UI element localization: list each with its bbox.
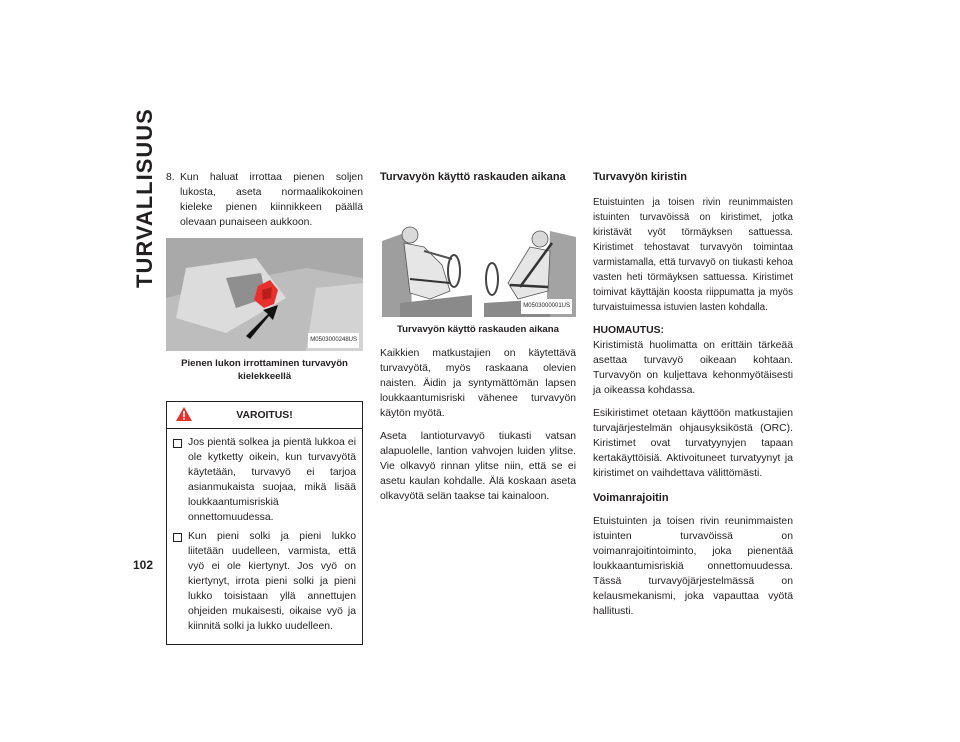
paragraph: Esikiristimet otetaan käyttöön matkustajien turvajärjestelmän ohjausyksiköstä (ORC). Kiristimet ovat turvatyynyjen tapaan kertakäyttöisiä. Aktivoituneet turvatyynyt ja kiristimet on vaihdettava välittömästi. xyxy=(593,408,793,479)
warning-title: VAROITUS! xyxy=(236,409,293,421)
bullet-square-icon xyxy=(173,439,182,448)
warning-triangle-icon xyxy=(175,406,193,422)
warning-header xyxy=(167,402,362,429)
paragraph: Etuistuinten ja toisen rivin reunimmaisten istuinten turvavöissä on kiristimet, jotka kiristävät vyöt törmäyksen sattuessa. Kiristimet tehostavat turvavyön toimintaa varmistamalla, että turvavyö on tiukasti kehoa vasten heti törmäyksen sattuessa. Kiristimet toimivat käyttäjän koosta riippumatta ja myös turvaistuimessa istuvien lasten kohdalla. xyxy=(593,197,793,313)
step-8 xyxy=(166,170,363,230)
warning-item-text: Kun pieni solki ja pieni lukko liitetään uudelleen, varmista, että vyö ei ole kiertynyt. Jos vyö on kiertynyt, irrota pieni solki ja pieni lukko toisistaan yllä annettujen ohjeiden mukaisesti, oikaise vyö ja kiinnitä solki ja lukko uudelleen. xyxy=(188,531,356,632)
image-code: M0503000248US xyxy=(308,333,359,348)
section-heading-pretensioner: Turvavyön kiristin xyxy=(593,171,687,183)
note-text: Kiristimistä huolimatta on erittäin tärkeää asettaa turvavyö oikeaan kohtaan. Turvavyön on kuljettava kehonmyötäisesti ja oikeassa kohdassa. xyxy=(593,340,793,396)
paragraph: Aseta lantioturvavyö tiukasti vatsan alapuolelle, lantion vahvojen luiden ylitse. Vie olkavyö rinnan ylitse niin, että se ei asetu kaulan kohdalle. Älä koskaan aseta olkavyötä selän taakse tai kainaloon. xyxy=(380,431,576,502)
column-left xyxy=(166,170,363,645)
section-heading-pregnancy: Turvavyön käyttö raskauden aikana xyxy=(380,171,566,183)
note-heading: HUOMAUTUS: xyxy=(593,325,664,336)
bullet-square-icon xyxy=(173,533,182,542)
section-tab xyxy=(128,108,158,580)
image-code: M0503000001US xyxy=(521,299,572,314)
page-number: 102 xyxy=(133,558,154,572)
buckle-photo xyxy=(166,238,363,351)
warning-item-text: Jos pientä solkea ja pientä lukkoa ei ole kytketty oikein, kun turvavyötä käytetään, turvavyö ei tarjoa asianmukaista suojaa, mikä lisää loukkaantumisriskiä onnettomuudessa. xyxy=(188,437,356,523)
warning-item xyxy=(173,435,356,525)
image-caption: Pienen lukon irrottaminen turvavyön kielekkeellä xyxy=(181,358,348,382)
pregnancy-illustration xyxy=(380,221,576,317)
warning-item xyxy=(173,529,356,634)
paragraph: Kaikkien matkustajien on käytettävä turvavyötä, myös raskaana olevien naisten. Äidin ja syntymättömän lapsen loukkaantumisriski vähenee turvavyön käytön myötä. xyxy=(380,348,576,419)
image-caption: Turvavyön käyttö raskauden aikana xyxy=(397,324,559,335)
column-right xyxy=(593,170,793,627)
section-heading-force-limiter: Voimanrajoitin xyxy=(593,492,669,504)
warning-body xyxy=(167,429,362,644)
section-title: TURVALLISUUS xyxy=(132,108,157,288)
step-text: Kun haluat irrottaa pienen soljen lukosta, aseta normaalikokoinen kieleke pienen kiinnikkeen päällä olevaan punaiseen aukkoon. xyxy=(180,172,363,228)
step-number: 8. xyxy=(166,172,175,183)
column-middle xyxy=(380,170,576,512)
warning-box xyxy=(166,401,363,645)
paragraph: Etuistuinten ja toisen rivin reunimmaisten istuinten turvavöissä on voimanrajoitintoiminto, joka pienentää loukkaantumisriskiä onnettomuudessa. Tässä turvavyöjärjestelmässä on kelausmekanismi, joka vapauttaa vyötä hallitusti. xyxy=(593,516,793,617)
